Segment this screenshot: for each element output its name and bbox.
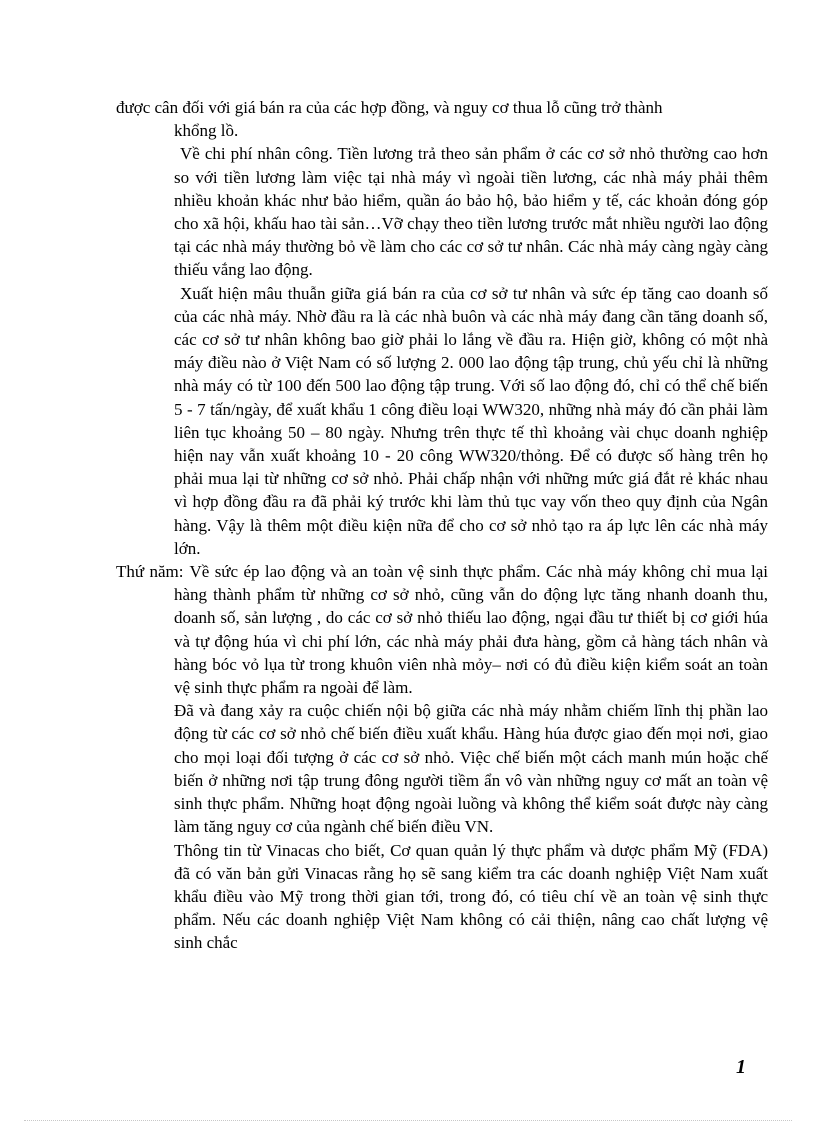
paragraph-fifth-point	[116, 560, 768, 699]
page-number: 1	[736, 1056, 746, 1078]
fifth-point-text: Về sức ép lao động và an toàn vệ sinh thực phẩm. Các nhà máy không chỉ mua lại hàng thành phẩm từ những cơ sở nhỏ, cũng vẫn do động lực tăng nhanh doanh thu, doanh số, sản lượng , do các cơ sở nhỏ thiếu lao động, ngại đầu tư thiết bị cơ giới húa và tự động húa vì chi phí lớn, các nhà máy phải đưa hàng, gồm cả hàng tách nhân và hàng bóc vỏ lụa từ trong khuôn viên nhà mỏy– nơi có đủ điều kiện kiểm soát an toàn vệ sinh thực phẩm ra ngoài để làm.	[174, 562, 768, 698]
paragraph-labor-cost: Về chi phí nhân công. Tiền lương trả theo sản phẩm ở các cơ sở nhỏ thường cao hơn so với tiền lương làm việc tại nhà máy vì ngoài tiền lương, các nhà máy phải thêm nhiều khoản khác như bảo hiểm, quần áo bảo hộ, bảo hiểm y tế, các khoản đóng góp cho xã hội, khấu hao tài sản…Vỡ chạy theo tiền lương trước mắt nhiều người lao động tại các nhà máy thường bỏ về làm cho các cơ sở tư nhân. Các nhà máy càng ngày càng thiếu vắng lao động.	[174, 144, 768, 280]
page-bottom-divider	[24, 1120, 792, 1121]
paragraph-price-conflict: Xuất hiện mâu thuẫn giữa giá bán ra của cơ sở tư nhân và sức ép tăng cao doanh số của các nhà máy. Nhờ đầu ra là các nhà buôn và các nhà máy đang cần tăng doanh số, các cơ sở tư nhân không bao giờ phải lo lắng về đầu ra. Hiện giờ, không có một nhà máy điều nào ở Việt Nam có số lượng 2. 000 lao động tập trung, chủ yếu chỉ là những nhà máy có từ 100 đến 500 lao động tập trung. Với số lao động đó, chỉ có thể chế biến 5 - 7 tấn/ngày, để xuất khẩu 1 công điều loại WW320, những nhà máy đó cần phải làm liên tục khoảng 50 – 80 ngày. Nhưng trên thực tế thì khoảng vài chục doanh nghiệp hiện nay vẫn xuất khoảng 10 - 20 công WW320/thỏng. Để có được số hàng trên họ phải mua lại từ những cơ sở nhỏ. Phải chấp nhận với những mức giá đắt rẻ khác nhau vì hợp đồng đầu ra đã phải ký trước khi làm thủ tục vay vốn theo quy định của Ngân hàng. Vậy là thêm một điều kiện nữa để cho cơ sở nhỏ tạo ra áp lực lên các nhà máy lớn.	[174, 283, 768, 558]
paragraph-internal-competition: Đã và đang xảy ra cuộc chiến nội bộ giữa các nhà máy nhằm chiếm lĩnh thị phần lao động từ các cơ sở nhỏ chế biến điều xuất khẩu. Hàng húa được giao đến mọi nơi, giao cho mọi loại đối tượng ở các cơ sở nhỏ. Việc chế biến một cách manh mún hoặc chế biến ở những nơi tập trung đông người tiềm ẩn vô vàn những nguy cơ mất an toàn vệ sinh thực phẩm. Những hoạt động ngoài luồng và không thể kiểm soát được này càng làm tăng nguy cơ của ngành chế biến điều VN.	[174, 701, 768, 837]
paragraph-fda-notice: Thông tin từ Vinacas cho biết, Cơ quan quản lý thực phẩm và dược phẩm Mỹ (FDA) đã có văn bản gửi Vinacas rằng họ sẽ sang kiểm tra các doanh nghiệp Việt Nam xuất khẩu điều vào Mỹ trong thời gian tới, trong đó, có tiêu chí về an toàn vệ sinh thực phẩm. Nếu các doanh nghiệp Việt Nam không có cải thiện, nâng cao chất lượng vệ sinh chắc	[174, 840, 768, 953]
continuation-tail: khổng lồ.	[174, 121, 239, 141]
continuation-line: được cân đối với giá bán ra của các hợp đồng, và nguy cơ thua lỗ cũng trở thành	[116, 98, 663, 117]
document-body	[116, 96, 768, 955]
fifth-point-label: Thứ năm:	[116, 562, 184, 582]
